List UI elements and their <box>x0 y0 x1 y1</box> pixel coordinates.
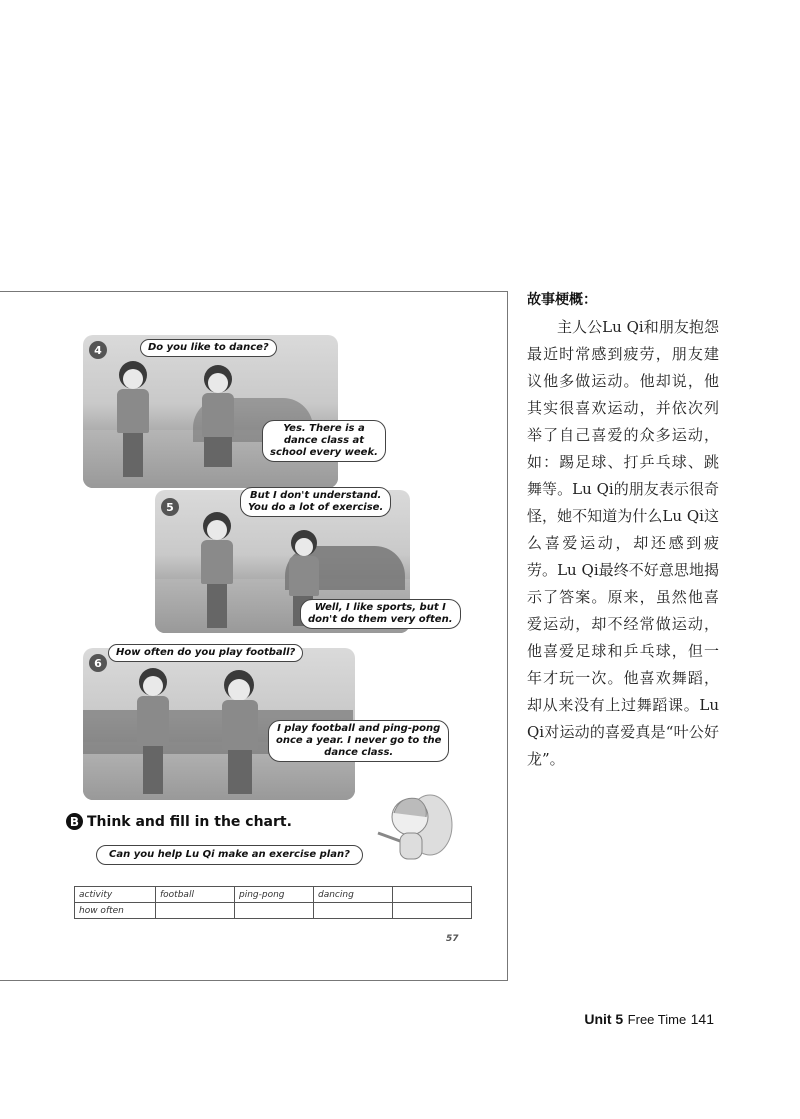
lu-qi-figure <box>218 670 262 798</box>
speech-bubble: I play football and ping-pong once a year. I never go to the dance class. <box>268 720 449 762</box>
speech-bubble: Yes. There is a dance class at school every week. <box>262 420 386 462</box>
friend-figure <box>198 365 238 485</box>
table-row <box>75 903 472 919</box>
table-row <box>75 887 472 903</box>
speech-bubble: But I don't understand. You do a lot of exercise. <box>240 487 391 517</box>
comic-panel-4 <box>83 335 338 488</box>
table-cell: dancing <box>314 887 393 903</box>
fairy-illustration <box>370 785 460 875</box>
speech-bubble: Well, I like sports, but I don't do them very often. <box>300 599 461 629</box>
speech-bubble: Do you like to dance? <box>140 339 277 357</box>
page-footer <box>584 1011 714 1029</box>
summary-heading: 故事梗概： <box>527 292 597 308</box>
friend-figure <box>133 668 173 798</box>
friend-figure <box>197 512 237 630</box>
speech-bubble: How often do you play football? <box>108 644 303 662</box>
summary-paragraph: 主人公Lu Qi和朋友抱怨最近时常感到疲劳，朋友建议他多做运动。他却说，他其实很喜欢运动，并依次列举了自己喜爱的众多运动，如：踢足球、打乒乓球、跳舞等。Lu Qi的朋友表示很奇怪，她不知道为什么Lu Qi这么喜爱运动，却还感到疲劳。Lu Qi最终不好意思地揭示了答案。原来，虽然他喜爱运动，却不经常做运动，他喜爱足球和乒乓球，但一年才玩一次。他喜欢舞蹈，却从来没有上过舞蹈课。Lu Qi对运动的喜爱真是“叶公好龙”。 <box>527 318 719 768</box>
footer-unit: Unit 5 <box>584 1011 624 1027</box>
footer-title: Free Time <box>627 1012 687 1027</box>
table-cell <box>393 903 472 919</box>
table-cell: ping-pong <box>235 887 314 903</box>
table-cell: activity <box>75 887 156 903</box>
lu-qi-figure <box>113 355 153 485</box>
section-b-badge: B <box>66 813 83 830</box>
panel-number: 4 <box>89 341 107 359</box>
section-heading-text: Think and fill in the chart. <box>87 813 292 830</box>
fairy-speech-bubble: Can you help Lu Qi make an exercise plan? <box>96 845 363 865</box>
table-cell: football <box>156 887 235 903</box>
table-cell <box>314 903 393 919</box>
table-cell <box>235 903 314 919</box>
footer-page-number: 141 <box>690 1011 714 1027</box>
exercise-plan-chart <box>74 886 472 919</box>
table-cell <box>393 887 472 903</box>
table-cell: how often <box>75 903 156 919</box>
panel-number: 5 <box>161 498 179 516</box>
section-heading <box>66 813 292 830</box>
textbook-page-number: 57 <box>446 934 459 944</box>
panel-number: 6 <box>89 654 107 672</box>
table-cell <box>156 903 235 919</box>
